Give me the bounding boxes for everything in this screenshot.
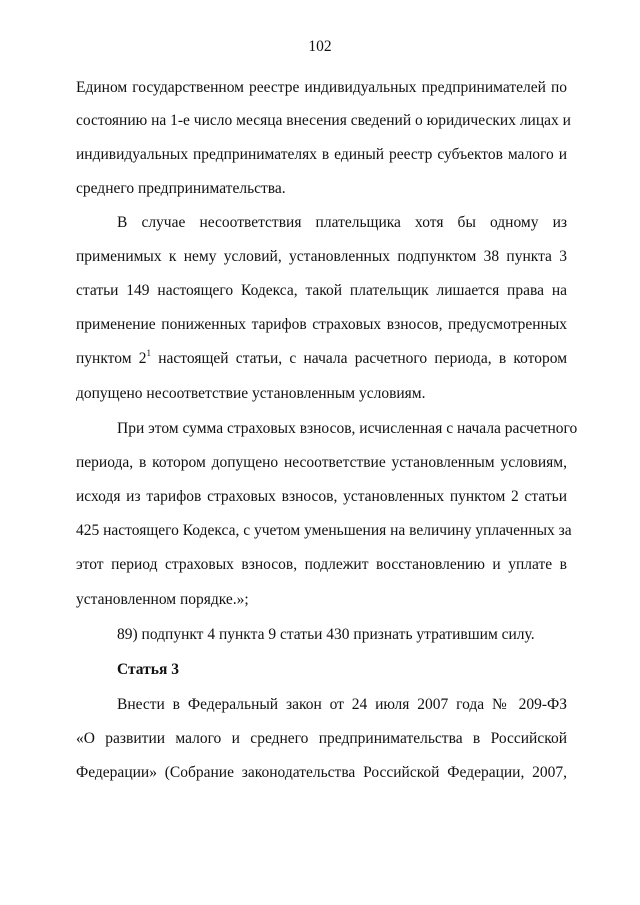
text-line: исходя из тарифов страховых взносов, установленных пунктом 2 статьи <box>76 488 567 505</box>
article-heading: Статья 3 <box>117 661 179 678</box>
paragraph-first-line: В случае несоответствия плательщика хотя бы одному из <box>117 214 567 231</box>
text-line: 425 настоящего Кодекса, с учетом уменьшения на величину уплаченных за <box>76 522 572 539</box>
paragraph-first-line: При этом сумма страховых взносов, исчисленная с начала расчетного <box>117 420 578 437</box>
text-line: индивидуальных предпринимателях в единый реестр субъектов малого и <box>76 146 567 163</box>
text-line: статьи 149 настоящего Кодекса, такой плательщик лишается права на <box>76 282 567 299</box>
text-line: применение пониженных тарифов страховых взносов, предусмотренных <box>76 316 567 333</box>
text-line: этот период страховых взносов, подлежит восстановлению и уплате в <box>76 556 567 573</box>
text-line: Едином государственном реестре индивидуальных предпринимателей по <box>76 79 567 96</box>
text-line: Федерации» (Собрание законодательства Российской Федерации, 2007, <box>76 764 567 781</box>
text-line: среднего предпринимательства. <box>76 180 286 197</box>
text-line-with-superscript <box>76 348 567 370</box>
paragraph-first-line: Внести в Федеральный закон от 24 июля 2007 года № 209-ФЗ <box>117 696 567 713</box>
text-line: периода, в котором допущено несоответствие установленным условиям, <box>76 454 567 471</box>
text-fragment: настоящей статьи, с начала расчетного периода, в котором <box>151 350 568 367</box>
list-item: 89) подпункт 4 пункта 9 статьи 430 признать утратившим силу. <box>117 626 535 643</box>
page-number: 102 <box>308 38 332 55</box>
text-fragment: пунктом 2 <box>76 350 147 367</box>
text-line: состоянию на 1-е число месяца внесения сведений о юридических лицах и <box>76 112 571 129</box>
superscript: 1 <box>146 347 151 358</box>
text-line: «О развитии малого и среднего предпринимательства в Российской <box>76 730 567 747</box>
text-line: применимых к нему условий, установленных подпунктом 38 пункта 3 <box>76 248 567 265</box>
text-line: допущено несоответствие установленным условиям. <box>76 385 426 402</box>
text-line: установленном порядке.»; <box>76 591 249 608</box>
